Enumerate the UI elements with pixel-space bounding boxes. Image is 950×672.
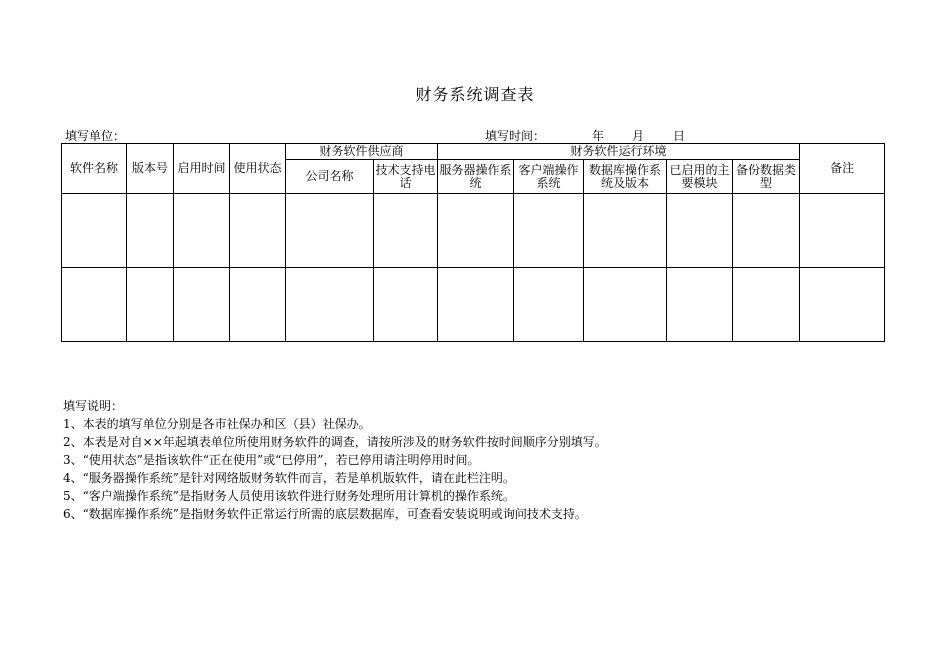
table-row (62, 194, 885, 268)
table-cell[interactable] (174, 194, 230, 268)
table-cell[interactable] (800, 194, 885, 268)
header-server-os: 服务器操作系统 (438, 160, 514, 194)
survey-table (61, 143, 885, 342)
header-version: 版本号 (127, 144, 174, 194)
header-db-os: 数据库操作系统及版本 (584, 160, 667, 194)
instruction-item: 3、“使用状态”是指该软件“正在使用”或“已停用”，若已停用请注明停用时间。 (63, 453, 480, 467)
instructions-heading: 填写说明： (63, 399, 124, 413)
header-client-os: 客户端操作系统 (514, 160, 584, 194)
table-cell[interactable] (438, 194, 514, 268)
header-software-name: 软件名称 (62, 144, 127, 194)
table-row (62, 268, 885, 342)
month-label: 月 (632, 129, 645, 143)
table-cell[interactable] (62, 268, 127, 342)
table-cell[interactable] (127, 268, 174, 342)
day-label: 日 (673, 129, 686, 143)
fill-unit-label: 填写单位： (65, 129, 126, 143)
table-cell[interactable] (514, 268, 584, 342)
table-cell[interactable] (127, 194, 174, 268)
header-remarks: 备注 (800, 144, 885, 194)
header-tech-support: 技术支持电话 (374, 160, 438, 194)
header-main-modules: 已启用的主要模块 (667, 160, 733, 194)
header-backup-type: 备份数据类型 (733, 160, 800, 194)
table-cell[interactable] (733, 194, 800, 268)
table-cell[interactable] (438, 268, 514, 342)
year-label: 年 (592, 129, 605, 143)
table-cell[interactable] (667, 194, 733, 268)
header-group-vendor: 财务软件供应商 (286, 144, 438, 160)
instructions (63, 397, 607, 523)
table-cell[interactable] (667, 268, 733, 342)
table-cell[interactable] (584, 194, 667, 268)
instruction-item: 2、本表是对自××年起填表单位所使用财务软件的调查，请按所涉及的财务软件按时间顺序分别填写。 (63, 435, 607, 449)
table-cell[interactable] (230, 268, 286, 342)
table-cell[interactable] (286, 194, 374, 268)
instruction-item: 1、本表的填写单位分别是各市社保办和区（县）社保办。 (63, 417, 371, 431)
instruction-item: 5、“客户端操作系统”是指财务人员使用该软件进行财务处理所用计算机的操作系统。 (63, 489, 515, 503)
fill-time-label: 填写时间： (485, 129, 546, 143)
table-cell[interactable] (584, 268, 667, 342)
header-company-name: 公司名称 (286, 160, 374, 194)
page-title: 财务系统调查表 (415, 85, 535, 104)
table-cell[interactable] (62, 194, 127, 268)
table-cell[interactable] (514, 194, 584, 268)
table-cell[interactable] (374, 194, 438, 268)
instruction-item: 4、“服务器操作系统”是针对网络版财务软件而言，若是单机版软件，请在此栏注明。 (63, 471, 515, 485)
header-group-environment: 财务软件运行环境 (438, 144, 800, 160)
table-cell[interactable] (733, 268, 800, 342)
header-start-time: 启用时间 (174, 144, 230, 194)
table-cell[interactable] (174, 268, 230, 342)
instruction-item: 6、“数据库操作系统”是指财务软件正常运行所需的底层数据库，可查看安装说明或询问技术支持。 (63, 507, 587, 521)
table-cell[interactable] (800, 268, 885, 342)
table-cell[interactable] (374, 268, 438, 342)
table-cell[interactable] (230, 194, 286, 268)
header-usage-status: 使用状态 (230, 144, 286, 194)
table-cell[interactable] (286, 268, 374, 342)
